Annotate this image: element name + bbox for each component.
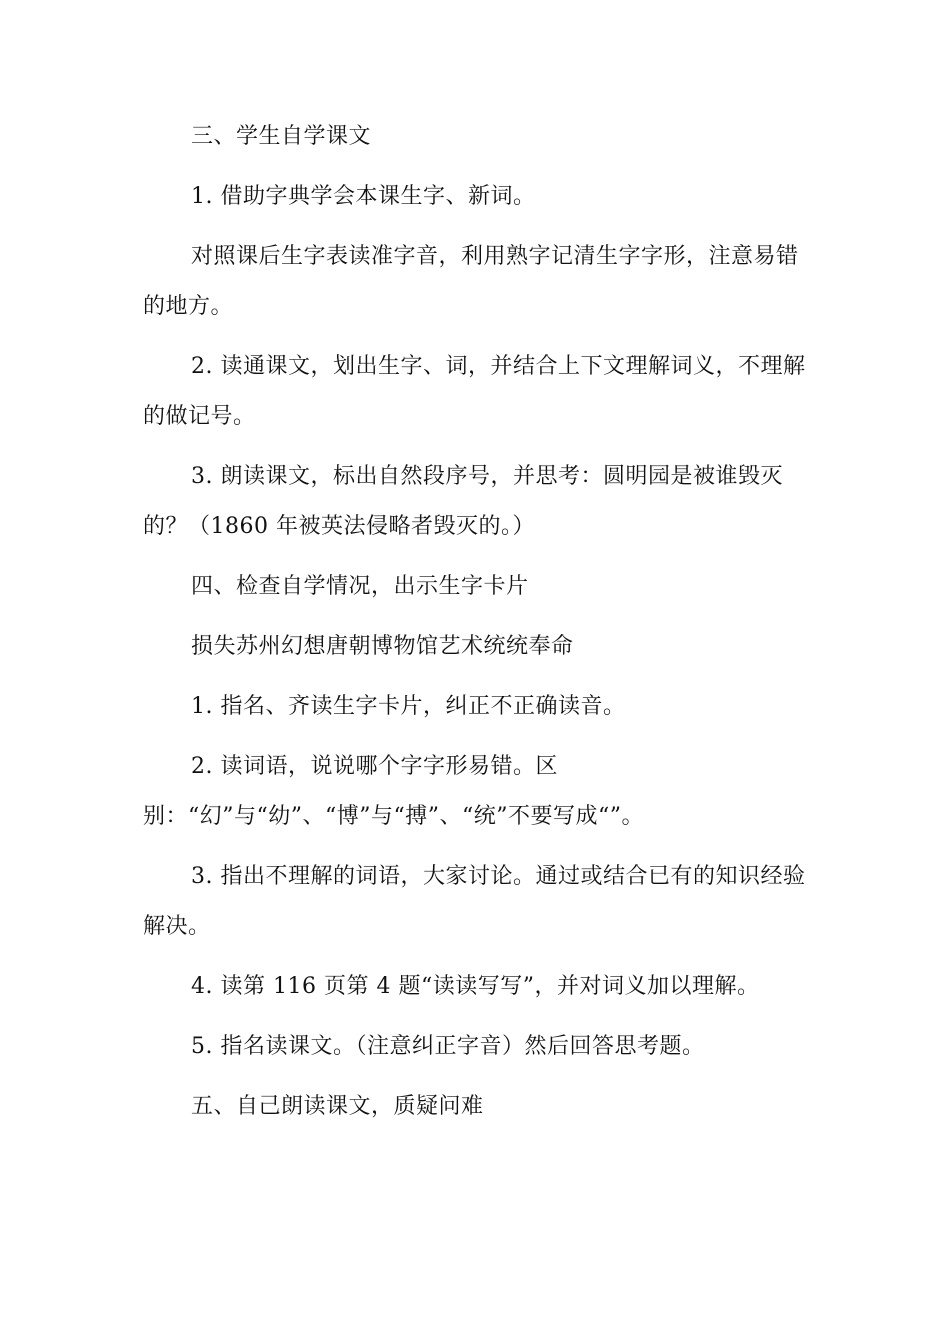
paragraph: 1. 借助字典学会本课生字、新词。 — [191, 184, 536, 209]
section-heading-5: 五、自己朗读课文，质疑问难 — [191, 1094, 484, 1119]
paragraph: 4. 读第 116 页第 4 题“读读写写”，并对词义加以理解。 — [191, 974, 760, 999]
paragraph: 对照课后生字表读准字音，利用熟字记清生字字形，注意易错的地方。 — [143, 244, 799, 319]
section-heading-3: 三、学生自学课文 — [191, 124, 372, 149]
paragraph: 2. 读词语，说说哪个字字形易错。区别：“幻”与“幼”、“博”与“搏”、“统”不要写成“”。 — [143, 754, 644, 829]
section-heading-4: 四、检查自学情况，出示生字卡片 — [191, 574, 529, 599]
paragraph: 3. 朗读课文，标出自然段序号，并思考：圆明园是被谁毁灭的？（1860 年被英法侵略者毁灭的。） — [143, 464, 783, 539]
paragraph: 5. 指名读课文。（注意纠正字音）然后回答思考题。 — [191, 1034, 705, 1059]
document-body — [143, 112, 807, 1142]
paragraph: 2. 读通课文，划出生字、词，并结合上下文理解词义，不理解的做记号。 — [143, 354, 806, 429]
paragraph: 3. 指出不理解的词语，大家讨论。通过或结合已有的知识经验解决。 — [143, 864, 806, 939]
vocabulary-list: 损失苏州幻想唐朝博物馆艺术统统奉命 — [191, 634, 574, 659]
paragraph: 1. 指名、齐读生字卡片，纠正不正确读音。 — [191, 694, 626, 719]
